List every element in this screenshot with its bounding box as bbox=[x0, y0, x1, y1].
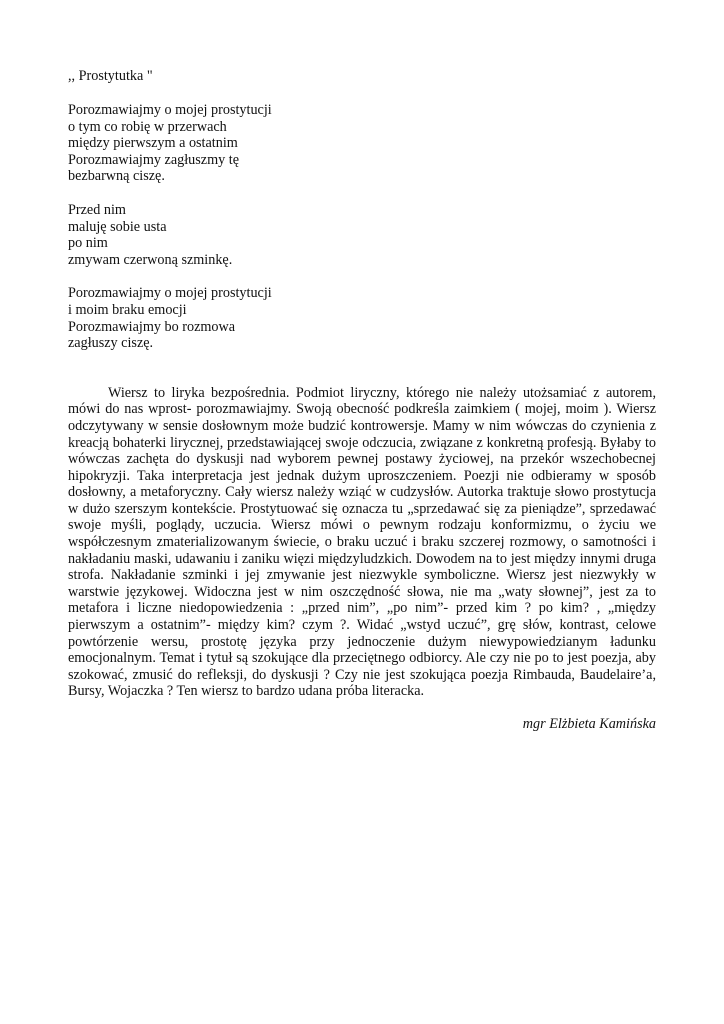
poem-line: bezbarwną ciszę. bbox=[68, 168, 165, 185]
poem-line: o tym co robię w przerwach bbox=[68, 118, 227, 135]
poem-line: Porozmawiajmy zagłuszmy tę bbox=[68, 151, 239, 168]
author-signature: mgr Elżbieta Kamińska bbox=[522, 716, 656, 732]
poem-line: zmywam czerwoną szminkę. bbox=[68, 251, 233, 268]
stanza-3 bbox=[68, 285, 656, 351]
poem-line: po nim bbox=[68, 235, 108, 252]
poem-title: ,, Prostytutka " bbox=[68, 68, 153, 84]
stanza-1 bbox=[68, 102, 656, 185]
stanza-2 bbox=[68, 202, 656, 268]
poem-line: między pierwszym a ostatnim bbox=[68, 135, 238, 152]
document-page bbox=[68, 68, 656, 733]
poem-line: Porozmawiajmy o mojej prostytucji bbox=[68, 285, 272, 302]
poem-line: Porozmawiajmy bo rozmowa bbox=[68, 318, 236, 335]
essay-paragraph: Wiersz to liryka bezpośrednia. Podmiot liryczny, którego nie należy utożsamiać z autorem, mówi do nas wprost- porozmawiajmy. Swoją obecność podkreśla zaimkiem ( mojej, moim ). Wiersz odczytywany w sensie dosłownym może budzić kontrowersje. Mamy w nim wówczas do czynienia z kreacją bohaterki lirycznej, przedstawiającej swoje odczucia, związane z konkretną profesją. Byłaby to wówczas zachęta do dyskusji nad wyborem pewnej postawy życiowej, na przekór wszechobecnej hipokryzji. Taka interpretacja jest jednak dużym uproszczeniem. Poezji nie odbieramy w sposób dosłowny, a metaforyczny. Cały wiersz należy wziąć w cudzysłów. Autorka traktuje słowo prostytucja w dużo szerszym kontekście. Prostytuować się oznacza tu „sprzedawać się za pieniądze”, sprzedawać swoje myśli, poglądy, uczucia. Wiersz mówi o pewnym rodzaju konformizmu, o życiu we współczesnym zmaterializowanym świecie, o braku uczuć i braku szczerej rozmowy, o samotności i nakładaniu maski, udawaniu i zaniku więzi międzyludzkich. Dowodem na to jest między innymi druga strofa. Nakładanie szminki i jej zmywanie jest niezwykle symboliczne. Wiersz jest niezwykły w warstwie językowej. Widoczna jest w nim oszczędność słowa, nie ma „waty słownej”, jest za to metafora i liczne niedopowiedzenia : „przed nim”, „po nim”- przed kim ? po kim? , „między pierwszym a ostatnim”- między kim? czym ?. Widać „wstyd uczuć”, grę słów, kontrast, celowe powtórzenie wersu, prostotę języka przy jednoczenie dużym niewypowiedzianym ładunku emocjonalnym. Temat i tytuł są szokujące dla przeciętnego odbiorcy. Ale czy nie po to jest poezja, aby szokować, zmusić do refleksji, do dyskusji ? Czy nie jest szokująca poezja Rimbauda, Baudelaire’a, Bursy, Wojaczka ? Ten wiersz to bardzo udana próba literacka. bbox=[68, 384, 656, 700]
poem-line: Przed nim bbox=[68, 201, 126, 218]
poem-line: zagłuszy ciszę. bbox=[68, 335, 154, 352]
poem-line: Porozmawiajmy o mojej prostytucji bbox=[68, 102, 272, 118]
poem-line: maluję sobie usta bbox=[68, 218, 167, 235]
poem-line: i moim braku emocji bbox=[68, 301, 187, 318]
